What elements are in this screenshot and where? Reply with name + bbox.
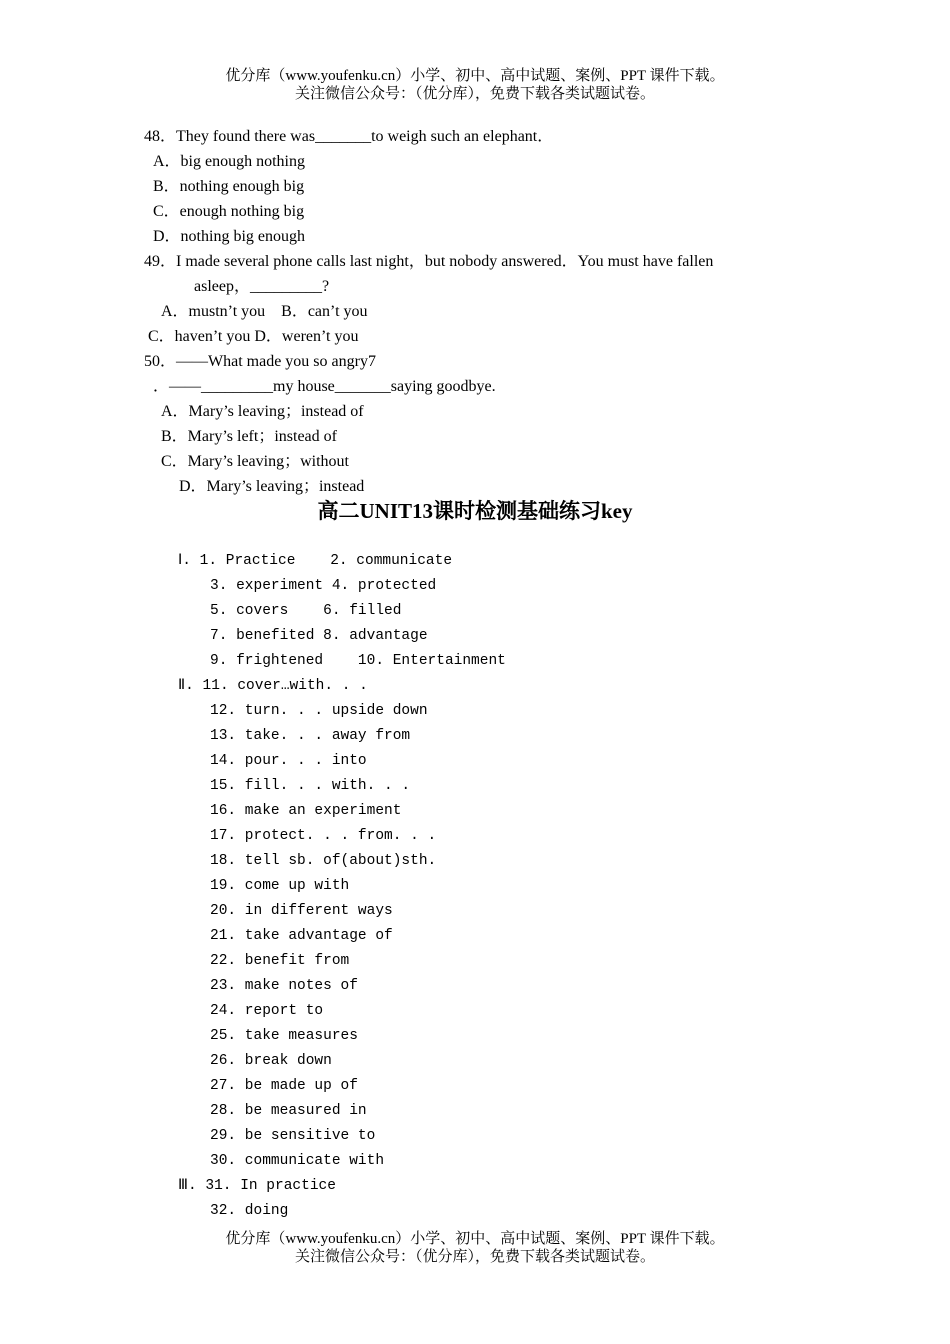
key-line: 7. benefited 8. advantage [210, 628, 428, 644]
key-item: 13. take. . . away from [210, 728, 411, 744]
key-item: 30. communicate with [210, 1153, 385, 1169]
key-item: 18. tell sb. of(about)sth. [210, 853, 437, 869]
option-c: C．enough nothing big [153, 203, 305, 220]
option-c: C．Mary’s leaving；without [161, 453, 349, 470]
key-item: 12. turn. . . upside down [210, 703, 428, 719]
key-section-1: Ⅰ. 1. Practice 2. communicate [178, 553, 453, 569]
key-section-2: Ⅱ. 11. cover…with. . . [178, 678, 368, 694]
key-line: 9. frightened 10. Entertainment [210, 653, 506, 669]
footer-line-1: 优分库（www.youfenku.cn）小学、初中、高中试题、案例、PPT 课件下载。 [225, 1231, 725, 1247]
question-stem-continued: asleep，_________? [194, 278, 330, 295]
key-item: 14. pour. . . into [210, 753, 367, 769]
question-stem: 50．——What made you so angry7 [144, 353, 376, 370]
key-item: 22. benefit from [210, 953, 350, 969]
question-stem: 48．They found there was_______to weigh such an elephant． [144, 128, 554, 145]
key-item: 17. protect. . . from. . . [210, 828, 437, 844]
key-item: 32. doing [210, 1203, 289, 1219]
key-item: 26. break down [210, 1053, 332, 1069]
answer-key-title: 高二UNIT13课时检测基础练习key [317, 499, 633, 523]
key-item: 25. take measures [210, 1028, 358, 1044]
key-item: 23. make notes of [210, 978, 358, 994]
options-a-b: A．mustn’t you B．can’t you [161, 303, 368, 320]
key-line: 3. experiment 4. protected [210, 578, 437, 594]
question-stem: 49．I made several phone calls last night，but nobody answered．You must have fallen [144, 253, 714, 270]
option-b: B．nothing enough big [153, 178, 305, 195]
option-a: A．big enough nothing [153, 153, 305, 170]
key-item: 27. be made up of [210, 1078, 358, 1094]
key-section-3: Ⅲ. 31. In practice [178, 1178, 336, 1194]
key-item: 20. in different ways [210, 903, 393, 919]
option-b: B．Mary’s left；instead of [161, 428, 337, 445]
option-a: A．Mary’s leaving；instead of [161, 403, 364, 420]
option-d: D．nothing big enough [153, 228, 305, 245]
key-item: 19. come up with [210, 878, 350, 894]
key-item: 28. be measured in [210, 1103, 367, 1119]
question-stem-continued: ．——_________my house_______saying goodbye. [153, 378, 496, 395]
key-item: 15. fill. . . with. . . [210, 778, 411, 794]
options-c-d: C．haven’t you D．weren’t you [148, 328, 359, 345]
key-line: 5. covers 6. filled [210, 603, 402, 619]
key-item: 24. report to [210, 1003, 324, 1019]
header-line-1: 优分库（www.youfenku.cn）小学、初中、高中试题、案例、PPT 课件下载。 [225, 68, 725, 84]
key-item: 16. make an experiment [210, 803, 402, 819]
key-item: 29. be sensitive to [210, 1128, 376, 1144]
footer-line-2: 关注微信公众号：（优分库），免费下载各类试题试卷。 [294, 1249, 655, 1265]
option-d: D．Mary’s leaving；instead [179, 478, 365, 495]
key-item: 21. take advantage of [210, 928, 393, 944]
header-line-2: 关注微信公众号：（优分库），免费下载各类试题试卷。 [294, 86, 655, 102]
